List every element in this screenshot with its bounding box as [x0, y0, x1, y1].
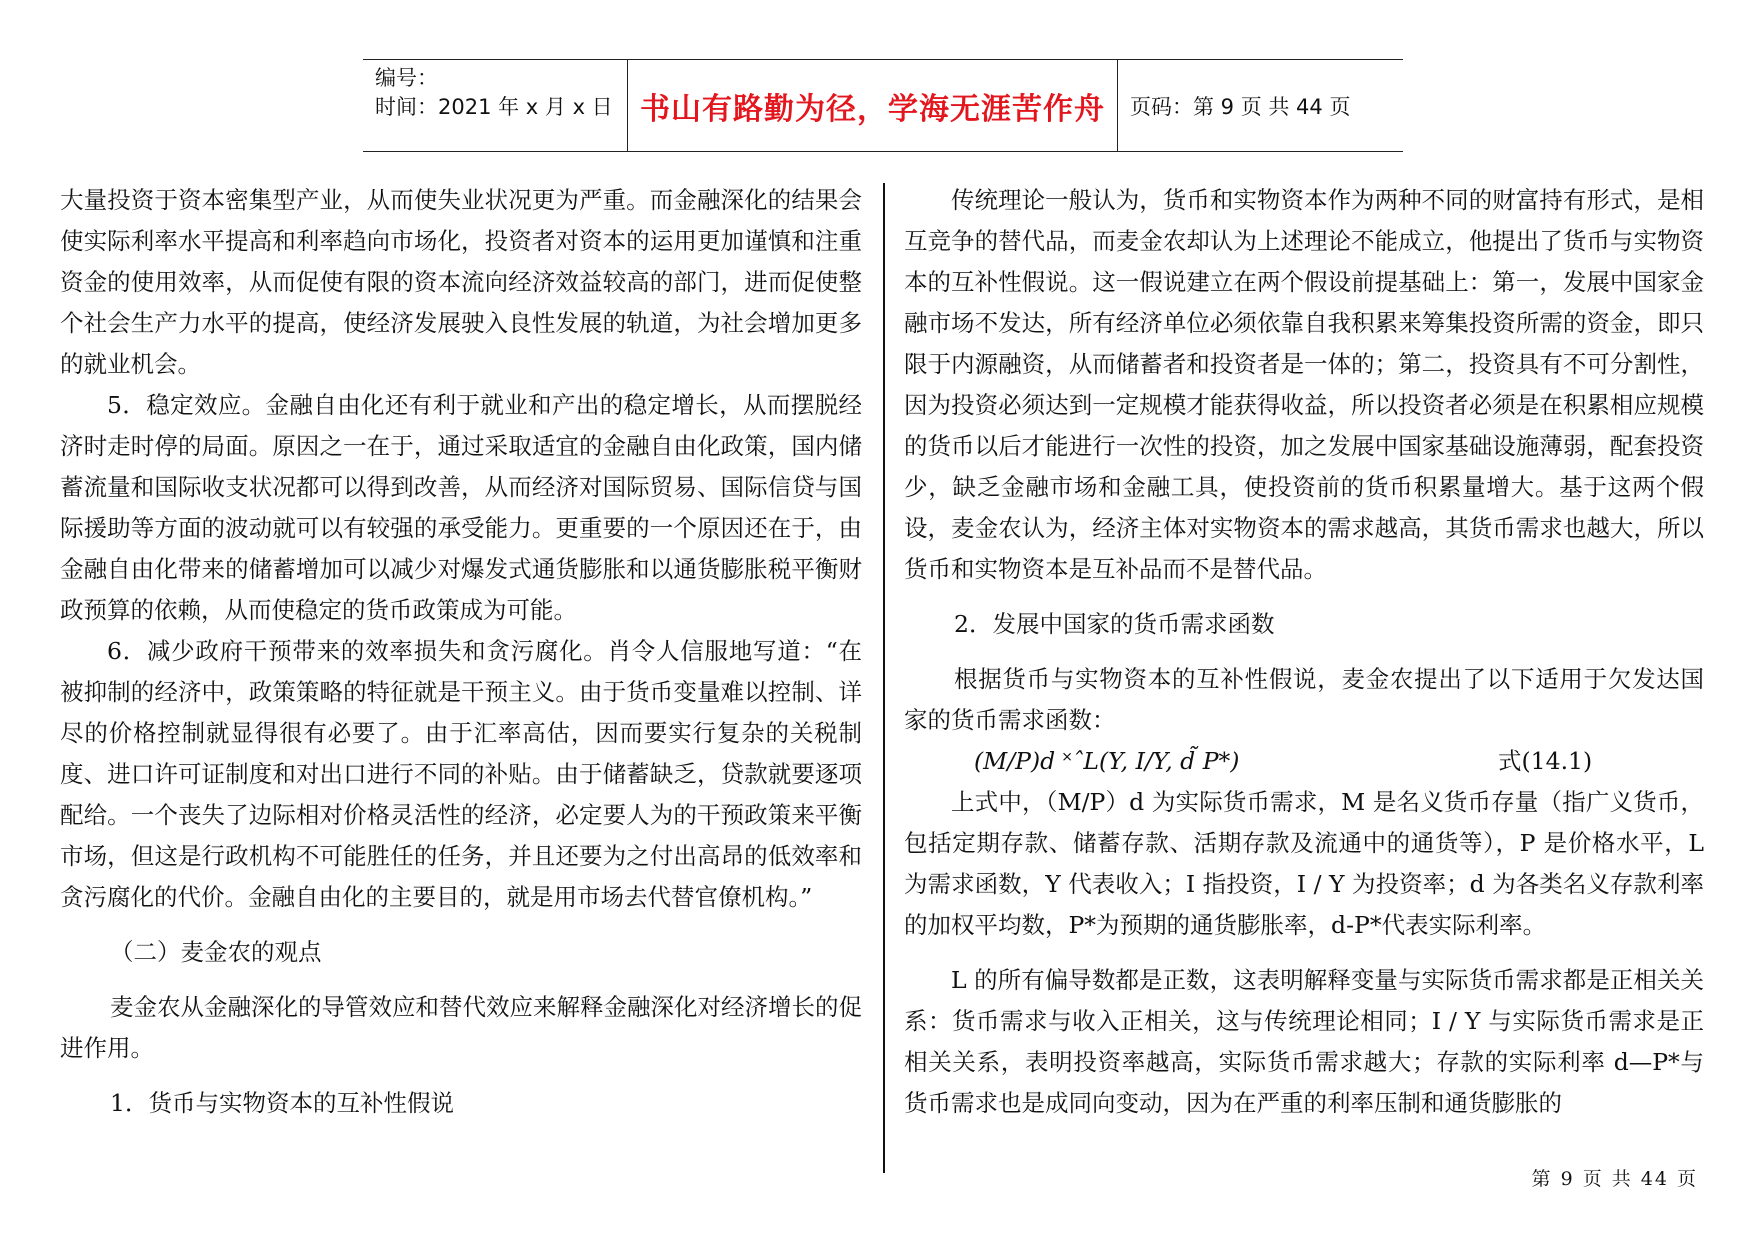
header-meta	[363, 60, 628, 151]
section-heading: 2．发展中国家的货币需求函数	[954, 610, 1275, 638]
document-time-label: 时间：2021 年 x 月 x 日	[375, 95, 613, 119]
header-page-info: 页码：第 9 页 共 44 页	[1130, 94, 1351, 119]
paragraph: L 的所有偏导数都是正数，这表明解释变量与实际货币需求都是正相关关系：货币需求与收入正相关，这与传统理论相同；I / Y 与实际货币需求是正相关关系，表明投资率越高，实际货币需求越大；存款的实际利率 d—P*与货币需求也是成同向变动，因为在严重的利率压制和通货膨胀的	[904, 966, 1704, 1117]
page-footer: 第 9 页 共 44 页	[1531, 1168, 1698, 1190]
paragraph: 5．稳定效应。金融自由化还有利于就业和产出的稳定增长，从而摆脱经济时走时停的局面。原因之一在于，通过采取适宜的金融自由化政策，国内储蓄流量和国际收支状况都可以得到改善，从而经济对国际贸易、国际信贷与国际援助等方面的波动就可以有较强的承受能力。更重要的一个原因还在于，由金融自由化带来的储蓄增加可以减少对爆发式通货膨胀和以通货膨胀税平衡财政预算的依赖，从而使稳定的货币政策成为可能。	[60, 391, 862, 624]
paragraph: 上式中，（M/P）d 为实际货币需求，M 是名义货币存量（指广义货币，包括定期存款、储蓄存款、活期存款及流通中的通货等），P 是价格水平，L 为需求函数，Y 代表收入；I 指投资，I / Y 为投资率；d 为各类名义存款利率的加权平均数，P*为预期的通货膨胀率，d-P*代表实际利率。	[904, 788, 1704, 939]
formula-expression: (M/P)d ˟ˆL(Y, I/Y, d̃ P*)	[974, 747, 1240, 775]
section-heading: （二）麦金农的观点	[110, 938, 322, 966]
header-motto: 书山有路勤为径，学海无涯苦作舟	[628, 60, 1118, 151]
formula-number: 式(14.1)	[1498, 747, 1593, 775]
paragraph: 麦金农从金融深化的导管效应和替代效应来解释金融深化对经济增长的促进作用。	[60, 993, 862, 1062]
page-header	[363, 59, 1403, 152]
paragraph: 传统理论一般认为，货币和实物资本作为两种不同的财富持有形式，是相互竞争的替代品，而麦金农却认为上述理论不能成立，他提出了货币与实物资本的互补性假说。这一假说建立在两个假设前提基础上：第一，发展中国家金融市场不发达，所有经济单位必须依靠自我积累来筹集投资所需的资金，即只限于内源融资，从而储蓄者和投资者是一体的；第二，投资具有不可分割性，因为投资必须达到一定规模才能获得收益，所以投资者必须是在积累相应规模的货币以后才能进行一次性的投资，加之发展中国家基础设施薄弱，配套投资少，缺乏金融市场和金融工具，使投资前的货币积累量增大。基于这两个假设，麦金农认为，经济主体对实物资本的需求越高，其货币需求也越大，所以货币和实物资本是互补品而不是替代品。	[904, 186, 1704, 583]
paragraph: 6．减少政府干预带来的效率损失和贪污腐化。肖令人信服地写道：“在被抑制的经济中，政策策略的特征就是干预主义。由于货币变量难以控制、详尽的价格控制就显得很有必要了。由于汇率高估，因而要实行复杂的关税制度、进口许可证制度和对出口进行不同的补贴。由于储蓄缺乏，贷款就要逐项配给。一个丧失了边际相对价格灵活性的经济，必定要人为的干预政策来平衡市场，但这是行政机构不可能胜任的任务，并且还要为之付出高昂的低效率和贪污腐化的代价。金融自由化的主要目的，就是用市场去代替官僚机构。”	[60, 637, 862, 911]
section-heading: 1．货币与实物资本的互补性假说	[110, 1089, 454, 1117]
formula	[904, 741, 1704, 782]
column-divider	[883, 183, 885, 1173]
paragraph: 根据货币与实物资本的互补性假说，麦金农提出了以下适用于欠发达国家的货币需求函数：	[904, 665, 1704, 734]
right-column	[904, 180, 1704, 1124]
left-column	[60, 180, 862, 1124]
paragraph: 大量投资于资本密集型产业，从而使失业状况更为严重。而金融深化的结果会使实际利率水平提高和利率趋向市场化，投资者对资本的运用更加谨慎和注重资金的使用效率，从而促使有限的资本流向经济效益较高的部门，进而促使整个社会生产力水平的提高，使经济发展驶入良性发展的轨道，为社会增加更多的就业机会。	[60, 186, 862, 378]
document-number-label: 编号：	[375, 66, 438, 90]
